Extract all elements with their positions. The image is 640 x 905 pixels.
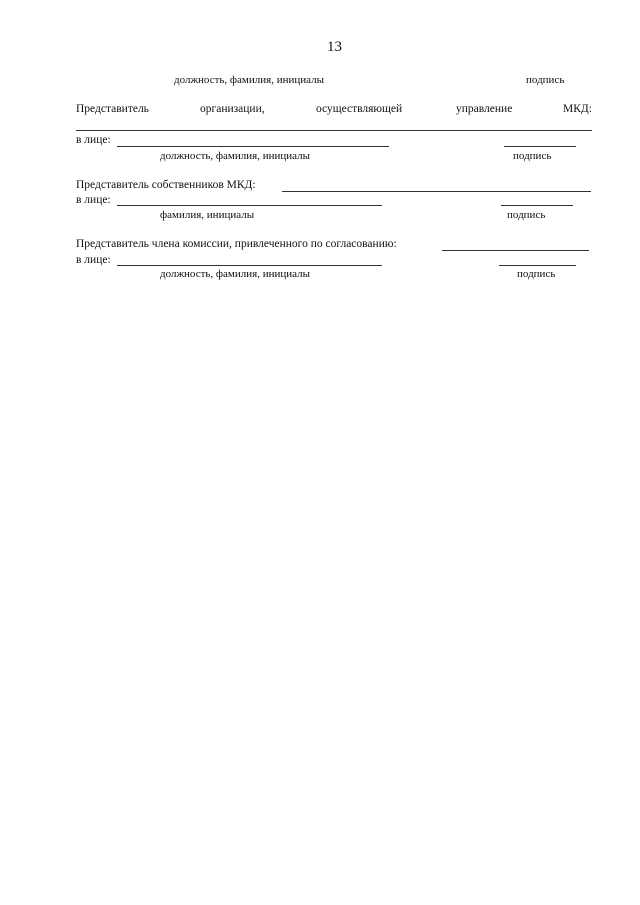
org-word-3: осуществляющей	[316, 103, 403, 115]
org-name-line[interactable]	[76, 130, 592, 131]
org-position-line[interactable]	[117, 146, 389, 147]
commission-label: Представитель члена комиссии, привлеченного по согласованию:	[76, 238, 397, 250]
page-number: 13	[327, 39, 342, 55]
commission-signature-line[interactable]	[499, 265, 576, 266]
owners-person-line[interactable]	[117, 205, 382, 206]
owners-signature-line[interactable]	[501, 205, 573, 206]
top-signature-caption: подпись	[526, 74, 565, 86]
owners-signature-caption: подпись	[507, 209, 546, 221]
org-signature-caption: подпись	[513, 150, 552, 162]
owners-name-caption: фамилия, инициалы	[160, 209, 255, 221]
owners-in-person-label: в лице:	[76, 194, 111, 206]
org-word-1: Представитель	[76, 103, 149, 115]
org-signature-line[interactable]	[504, 146, 576, 147]
commission-position-caption: должность, фамилия, инициалы	[160, 268, 310, 280]
org-word-2: организации,	[200, 103, 265, 115]
owners-name-line[interactable]	[282, 191, 591, 192]
org-in-person-label: в лице:	[76, 134, 111, 146]
commission-position-line[interactable]	[117, 265, 382, 266]
commission-in-person-label: в лице:	[76, 254, 111, 266]
commission-signature-caption: подпись	[517, 268, 556, 280]
org-word-4: управление	[456, 103, 513, 115]
org-position-caption: должность, фамилия, инициалы	[160, 150, 310, 162]
owners-label: Представитель собственников МКД:	[76, 179, 256, 191]
commission-name-line[interactable]	[442, 250, 589, 251]
org-word-5: МКД:	[563, 103, 592, 115]
top-position-caption: должность, фамилия, инициалы	[174, 74, 324, 86]
